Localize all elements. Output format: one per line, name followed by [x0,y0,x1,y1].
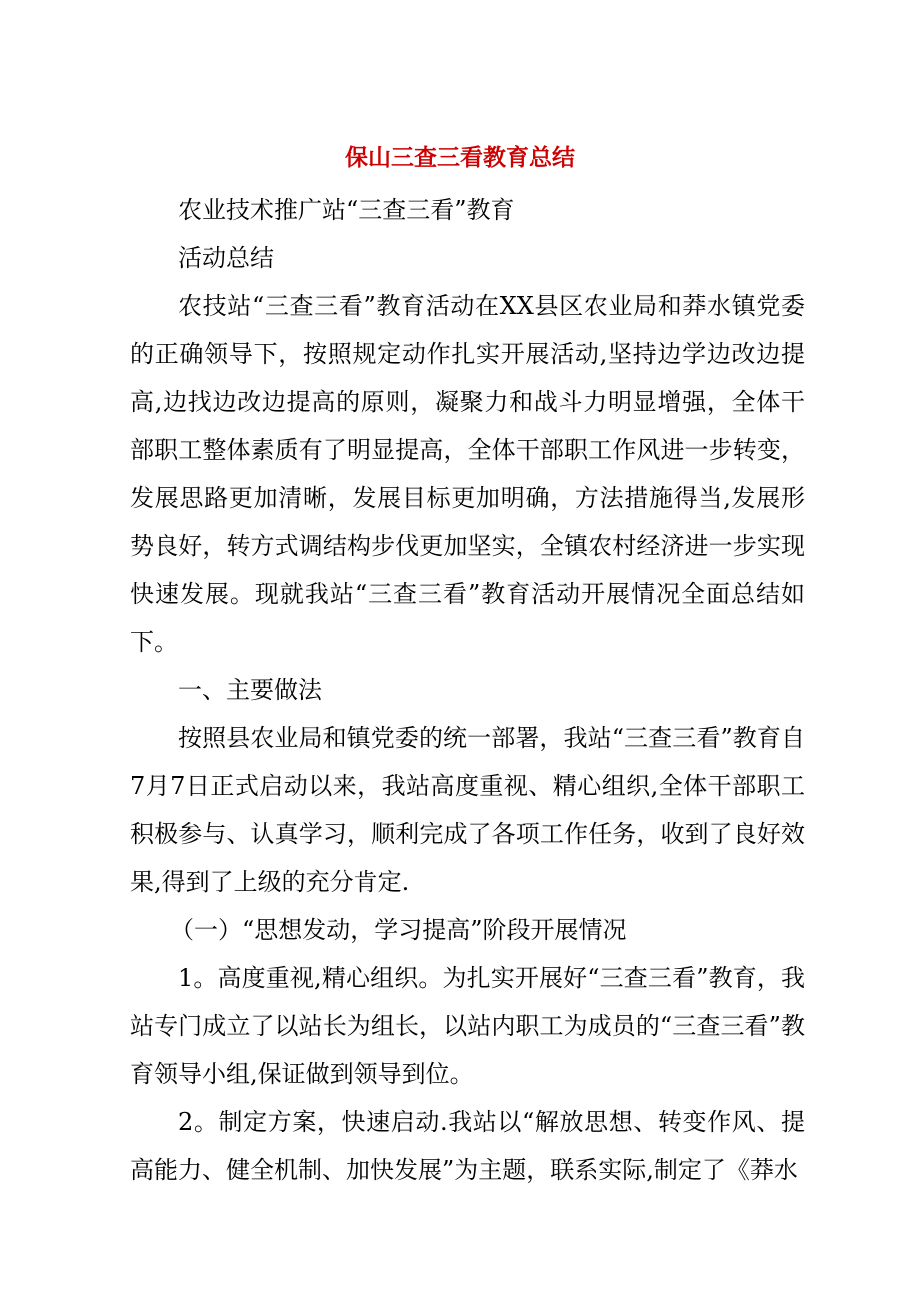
document-body [130,186,805,1194]
subtitle-line-2: 活动总结 [178,244,274,272]
item-1-paragraph: 1。高度重视,精心组织。为扎实开展好“三查三看”教育，我站专门成立了以站长为组长，以站内职工为成员的“三查三看”教育领导小组,保证做到领导到位。 [130,964,805,1088]
item-2-paragraph: 2。制定方案，快速启动.我站以“解放思想、转变作风、提高能力、健全机制、加快发展”为主题，联系实际,制定了《莽水 [130,1108,805,1184]
subtitle-line-1: 农业技术推广站“三查三看”教育 [178,196,515,224]
subsection-heading-1: （一）“思想发动，学习提高”阶段开展情况 [170,916,627,944]
practices-paragraph: 按照县农业局和镇党委的统一部署，我站“三查三看”教育自7月7日正式启动以来，我站高度重视、精心组织,全体干部职工积极参与、认真学习，顺利完成了各项工作任务，收到了良好效果,得到了上级的充分肯定. [130,724,805,896]
intro-paragraph: 农技站“三查三看”教育活动在XX县区农业局和莽水镇党委的正确领导下，按照规定动作扎实开展活动,坚持边学边改边提高,边找边改边提高的原则，凝聚力和战斗力明显增强，全体干部职工整体素质有了明显提高，全体干部职工作风进一步转变，发展思路更加清晰，发展目标更加明确，方法措施得当,发展形势良好，转方式调结构步伐更加坚实，全镇农村经济进一步实现快速发展。现就我站“三查三看”教育活动开展情况全面总结如下。 [130,292,805,656]
section-heading-main-practices: 一、主要做法 [178,676,322,704]
document-title: 保山三查三看教育总结 [345,144,575,171]
